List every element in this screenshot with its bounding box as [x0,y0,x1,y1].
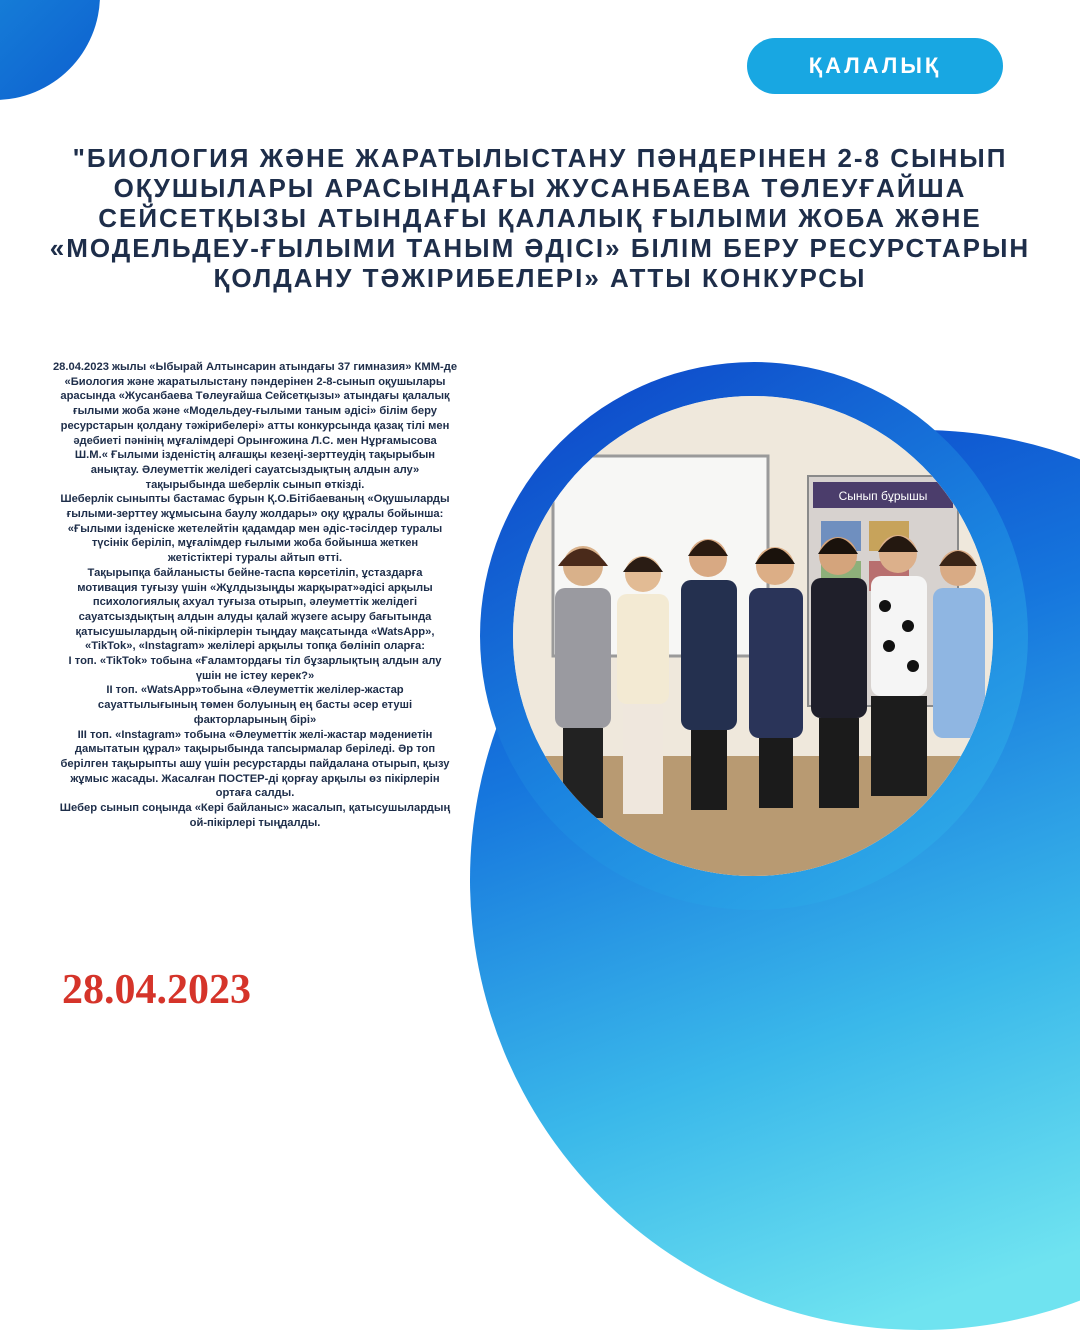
body-text-line: берілген тақырыпты ашу үшін ресурстарды пайдалана отырып, қызу [60,757,450,770]
body-text-line: арасында «Жусанбаева Төлеуғайша Сейсетқызы» атындағы қалалық [60,390,450,403]
group-photo-illustration [513,396,993,876]
title-line: ҚОЛДАНУ ТӘЖІРИБЕЛЕРІ» АТТЫ КОНКУРСЫ [213,263,867,293]
group-photo [513,396,993,876]
body-text-line: ғылыми жоба және «Модельдеу-ғылыми таным әдісі» білім беру [72,405,438,418]
body-text-line: үшін не істеу керек?» [195,669,315,682]
body-text-line: Ш.М.« Ғылыми ізденістің алғашқы кезеңі-зерттеудің тақырыбын [74,449,436,462]
body-text-line: Шебер сынып соңында «Кері байланыс» жасалып, қатысушылардың [59,802,451,815]
body-text-line: I топ. «TikTok» тобына «Ғаламтордағы тіл бұзарлықтың алдын алу [68,655,442,668]
body-text-line: «TikTok», «Instagram» желілері арқылы топқа бөлініп оларға: [85,640,425,653]
title-line: "БИОЛОГИЯ ЖӘНЕ ЖАРАТЫЛЫСТАНУ ПӘНДЕРІНЕН 2-8 СЫНЫП [72,143,1008,173]
body-text-line: қатысушылардың ой-пікірлерін тыңдау мақсатында «WatsApp», [75,625,435,638]
body-text-line: жұмыс жасады. Жасалған ПОСТЕР-ді қорғау арқылы өз пікірлерін [70,772,440,785]
page-title [40,143,1040,293]
body-text-line: ғылыми-зерттеу жұмысына баулу жолдары» оқу құралы бойынша: [66,508,444,521]
board-sign: Сынып бұрышы [838,489,928,503]
body-text-line: жетістіктері туралы айтып өтті. [167,552,343,565]
body-text-line: Тақырыпқа байланысты бейне-таспа көрсетіліп, ұстаздарға [87,566,423,579]
body-text-line: факторларының бірі» [193,713,317,726]
title-line: ОҚУШЫЛАРЫ АРАСЫНДАҒЫ ЖУСАНБАЕВА ТӨЛЕУҒАЙША [113,173,967,203]
body-text-line: Шеберлік сыныпты бастамас бұрын Қ.О.Бітібаеваның «Оқушыларды [60,493,450,506]
category-badge: ҚАЛАЛЫҚ [747,38,1003,94]
body-text-line: «Биология және жаратылыстану пәндерінен 2-8-сынып оқушылары [64,375,446,388]
body-text-line: II топ. «WatsApp»тобына «Әлеуметтік желілер-жастар [106,684,404,697]
title-line: «МОДЕЛЬДЕУ-ҒЫЛЫМИ ТАНЫМ ӘДІСІ» БІЛІМ БЕРУ РЕСУРСТАРЫН [49,233,1031,263]
body-text-line: мотивация туғызу үшін «Жұлдызыңды жарқырат»әдісі арқылы [77,581,433,594]
body-text-line: түсінік беріліп, мұғалімдер ғылыми жоба бойынша жеткен [91,537,419,550]
body-text-line: әдебиеті пәнінің мұғалімдері Орынғожина Л.С. мен Нұрғамысова [73,434,437,447]
body-text-line: сауатсыздықтың алдын алуды қалай жүзеге асыру бағытында [78,610,432,623]
body-text-line: тақырыбында шеберлік сынып өткізді. [145,478,365,491]
body-text-line: «Ғылыми ізденіске жетелейтін қадамдар мен әдіс-тәсілдер туралы [67,522,443,535]
article-body [20,360,490,831]
corner-decoration [0,0,100,100]
event-date: 28.04.2023 [62,967,251,1013]
body-text-line: сауаттылығының төмен болуының ең басты әсер етуші [97,699,413,712]
body-text-line: дамытатын құрал» тақырыбында тапсырмалар беріледі. Әр топ [74,743,436,756]
body-text-line: ой-пікірлері тыңдалды. [189,816,321,829]
title-line: СЕЙСЕТҚЫЗЫ АТЫНДАҒЫ ҚАЛАЛЫҚ ҒЫЛЫМИ ЖОБА ЖӘНЕ [98,203,982,233]
body-text-line: ортаға салды. [215,787,295,800]
body-text-line: ресурстарын қолдану тәжірибелері» атты конкурсында қазақ тілі мен [60,419,450,432]
body-text-line: анықтау. Әлеуметтік желідегі сауатсыздықтың алдын алу» [90,463,420,476]
body-text-line: III топ. «Instagram» тобына «Әлеуметтік желі-жастар мәдениетін [77,728,433,741]
body-text-line: 28.04.2023 жылы «Ыбырай Алтынсарин атындағы 37 гимназия» КММ-де [52,361,458,373]
body-text-line: психологиялық ахуал туғыза отырып, әлеуметтік желідегі [92,596,418,609]
